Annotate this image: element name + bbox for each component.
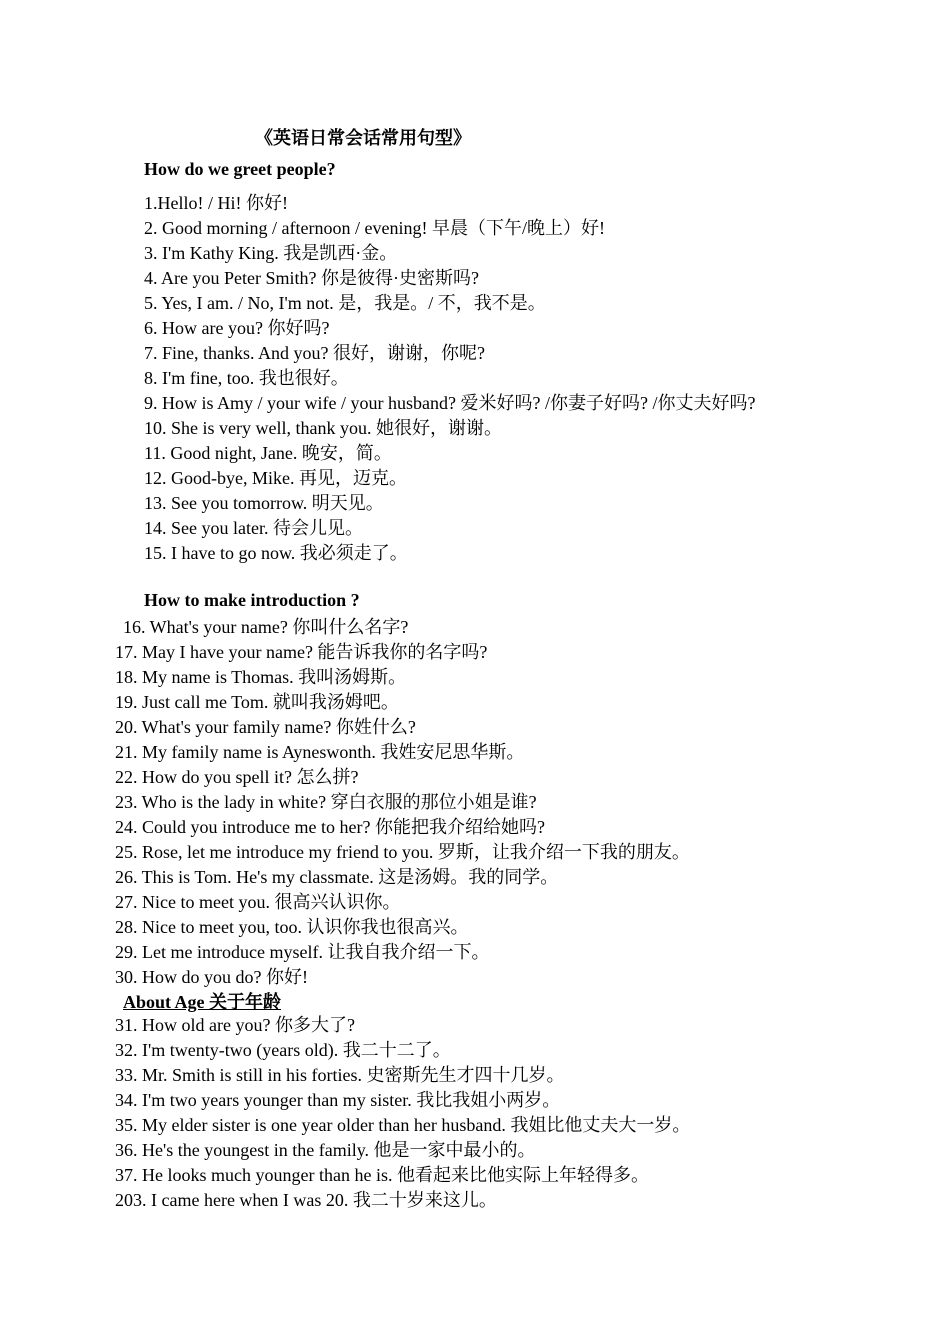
sentence-line: 24. Could you introduce me to her? 你能把我介绍给她吗? xyxy=(115,817,545,837)
sentence-line: 29. Let me introduce myself. 让我自我介绍一下。 xyxy=(115,942,490,962)
sentence-line: 5. Yes, I am. / No, I'm not. 是，我是。/ 不，我不是。 xyxy=(144,293,546,313)
sentence-line: 8. I'm fine, too. 我也很好。 xyxy=(144,368,349,388)
sentence-line: 32. I'm twenty-two (years old). 我二十二了。 xyxy=(115,1040,451,1060)
sentence-line: 15. I have to go now. 我必须走了。 xyxy=(144,543,408,563)
sentence-line: 17. May I have your name? 能告诉我你的名字吗? xyxy=(115,642,488,662)
sentence-line: 36. He's the youngest in the family. 他是一家中最小的。 xyxy=(115,1140,536,1160)
sentence-line: 37. He looks much younger than he is. 他看起来比他实际上年轻得多。 xyxy=(115,1165,649,1185)
sentence-line: 33. Mr. Smith is still in his forties. 史密斯先生才四十几岁。 xyxy=(115,1065,565,1085)
sentence-line: 20. What's your family name? 你姓什么? xyxy=(115,717,416,737)
sentence-line: 7. Fine, thanks. And you? 很好，谢谢，你呢? xyxy=(144,343,485,363)
sentence-line: 10. She is very well, thank you. 她很好，谢谢。 xyxy=(144,418,502,438)
section-heading-introduction: How to make introduction ? xyxy=(144,590,360,610)
sentence-line: 6. How are you? 你好吗? xyxy=(144,318,330,338)
sentence-line: 21. My family name is Ayneswonth. 我姓安尼思华斯。 xyxy=(115,742,525,762)
sentence-line: 19. Just call me Tom. 就叫我汤姆吧。 xyxy=(115,692,399,712)
sentence-line: 2. Good morning / afternoon / evening! 早晨（下午/晚上）好! xyxy=(144,218,605,238)
sentence-line: 26. This is Tom. He's my classmate. 这是汤姆。我的同学。 xyxy=(115,867,559,887)
sentence-line: 1.Hello! / Hi! 你好! xyxy=(144,193,288,213)
sentence-line: 22. How do you spell it? 怎么拼? xyxy=(115,767,359,787)
sentence-line: 25. Rose, let me introduce my friend to you. 罗斯，让我介绍一下我的朋友。 xyxy=(115,842,690,862)
sentence-line: 3. I'm Kathy King. 我是凯西·金。 xyxy=(144,243,398,263)
section-heading-greeting: How do we greet people? xyxy=(144,159,336,179)
sentence-line: 13. See you tomorrow. 明天见。 xyxy=(144,493,384,513)
sentence-line: 12. Good-bye, Mike. 再见，迈克。 xyxy=(144,468,407,488)
section-heading-age: About Age 关于年龄 xyxy=(123,992,282,1012)
sentence-line: 23. Who is the lady in white? 穿白衣服的那位小姐是谁? xyxy=(115,792,537,812)
sentence-line: 203. I came here when I was 20. 我二十岁来这儿。 xyxy=(115,1190,497,1210)
sentence-line: 30. How do you do? 你好! xyxy=(115,967,308,987)
sentence-line: 31. How old are you? 你多大了? xyxy=(115,1015,355,1035)
sentence-line: 34. I'm two years younger than my sister. 我比我姐小两岁。 xyxy=(115,1090,561,1110)
sentence-line: 11. Good night, Jane. 晚安，简。 xyxy=(144,443,392,463)
sentence-line: 28. Nice to meet you, too. 认识你我也很高兴。 xyxy=(115,917,469,937)
sentence-line: 35. My elder sister is one year older than her husband. 我姐比他丈夫大一岁。 xyxy=(115,1115,691,1135)
sentence-line: 14. See you later. 待会儿见。 xyxy=(144,518,363,538)
sentence-line: 9. How is Amy / your wife / your husband? 爱米好吗? /你妻子好吗? /你丈夫好吗? xyxy=(144,393,756,413)
document-title: 《英语日常会话常用句型》 xyxy=(255,128,471,148)
sentence-line: 27. Nice to meet you. 很高兴认识你。 xyxy=(115,892,401,912)
sentence-line: 4. Are you Peter Smith? 你是彼得·史密斯吗? xyxy=(144,268,479,288)
sentence-line: 18. My name is Thomas. 我叫汤姆斯。 xyxy=(115,667,407,687)
sentence-line: 16. What's your name? 你叫什么名字? xyxy=(123,617,409,637)
